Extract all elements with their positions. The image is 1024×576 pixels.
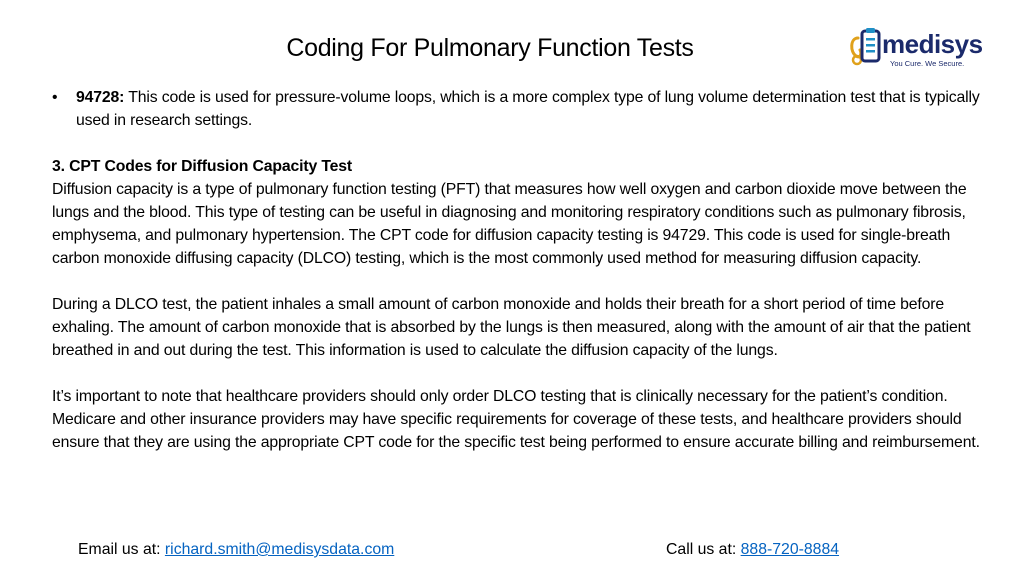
logo-wordmark: medisys [882,29,983,59]
content-body [52,86,992,454]
bullet-94728 [52,86,992,132]
paragraph-diffusion-capacity: Diffusion capacity is a type of pulmonary function testing (PFT) that measures how well oxygen and carbon dioxide move between the lungs and the blood. This type of testing can be useful in diagnosing and monitoring respiratory conditions such as pulmonary fibrosis, emphysema, and pulmonary hypertension. The CPT code for diffusion capacity testing is 94729. This code is used for single-breath carbon monoxide diffusing capacity (DLCO) testing, which is the most commonly used method for measuring diffusion capacity. [52,181,967,267]
bullet-code: 94728: [76,89,125,106]
phone-link[interactable]: 888-720-8884 [740,541,840,558]
page-title: Coding For Pulmonary Function Tests [286,34,694,62]
paragraph-dlco-test: During a DLCO test, the patient inhales a small amount of carbon monoxide and holds their breath for a short period of time before exhaling. The amount of carbon monoxide that is absorbed by the lungs is then measured, along with the amount of air that the patient breathed in and out during the test. This information is used to calculate the diffusion capacity of the lungs. [52,296,971,359]
email-label: Email us at: [78,541,165,558]
medisys-logo [848,22,984,72]
bullet-text: This code is used for pressure-volume loops, which is a more complex type of lung volume determination test that is typically used in research settings. [76,89,980,129]
bullet-marker: • [52,89,58,106]
medisys-logo-mark [848,22,984,72]
email-link[interactable]: richard.smith@medisysdata.com [164,541,395,558]
section-heading: 3. CPT Codes for Diffusion Capacity Test [52,158,353,175]
footer-email [78,538,394,561]
logo-tagline: You Cure. We Secure. [890,59,965,68]
phone-label: Call us at: [666,541,741,558]
footer-phone [666,538,839,561]
paragraph-important-note: It’s important to note that healthcare providers should only order DLCO testing that is clinically necessary for the patient’s condition. Medicare and other insurance providers may have specific requirements for coverage of these tests, and healthcare providers should ensure that they are using the appropriate CPT code for the specific test being performed to ensure accurate billing and reimbursement. [52,388,980,451]
